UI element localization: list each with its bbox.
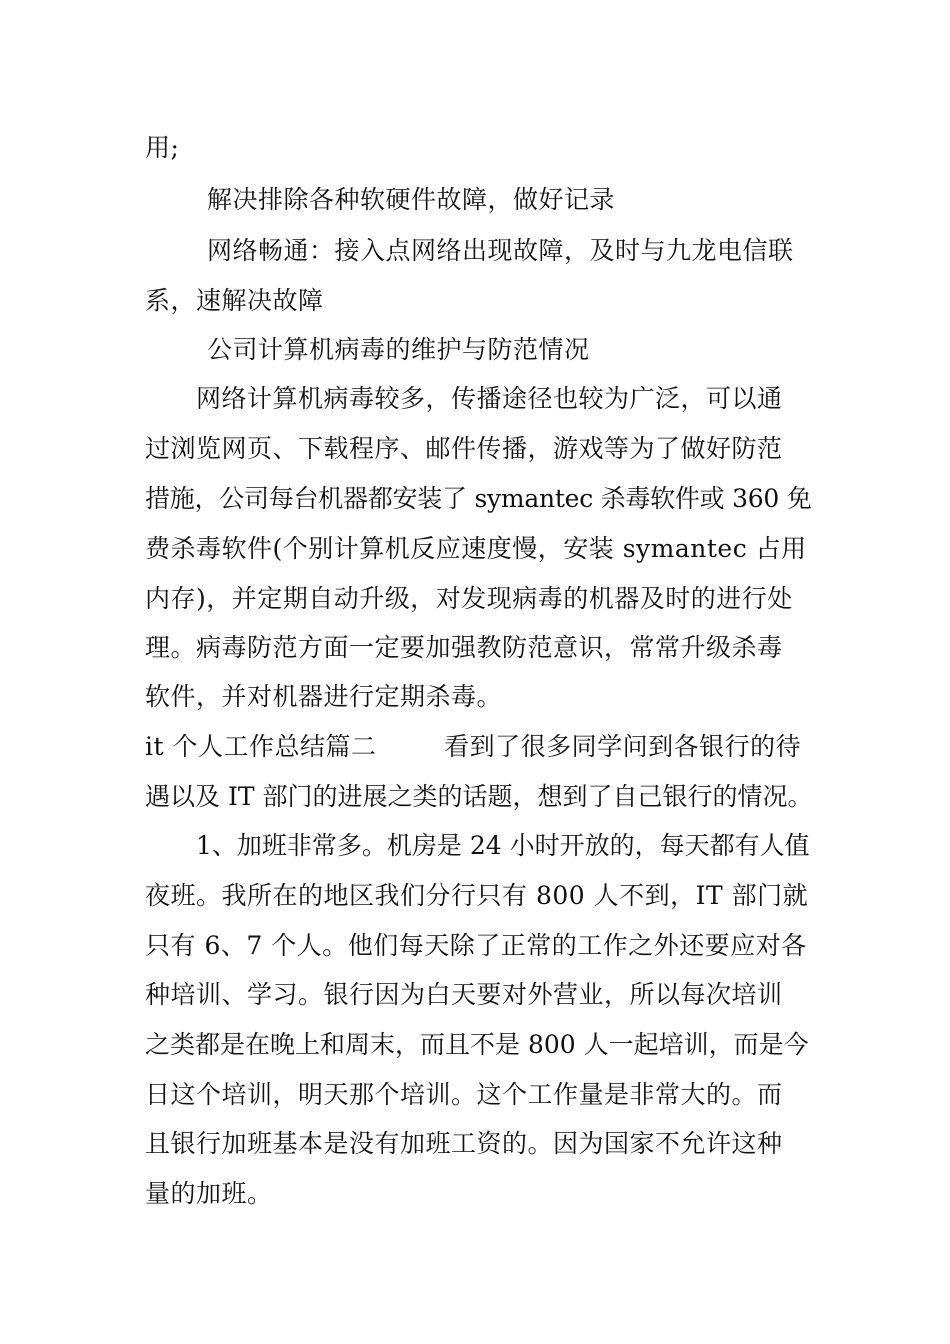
text-line: 之类都是在晚上和周末，而且不是 800 人一起培训，而是今 (145, 1030, 809, 1059)
text-line: 夜班。我所在的地区我们分行只有 800 人不到，IT 部门就 (145, 881, 809, 910)
text-line: 理。病毒防范方面一定要加强教防范意识，常常升级杀毒 (145, 633, 783, 662)
text-line: 遇以及 IT 部门的进展之类的话题，想到了自己银行的情况。 (145, 782, 813, 811)
text-line: 费杀毒软件(个别计算机反应速度慢，安装 symantec 占用 (145, 534, 807, 563)
text-line: 系，速解决故障 (145, 286, 324, 315)
text-line: 日这个培训，明天那个培训。这个工作量是非常大的。而 (145, 1080, 783, 1109)
text-line: 过浏览网页、下载程序、邮件传播，游戏等为了做好防范 (145, 434, 783, 463)
text-line: 公司计算机病毒的维护与防范情况 (207, 335, 590, 364)
text-line: 网络计算机病毒较多，传播途径也较为广泛，可以通 (196, 384, 783, 413)
text-line: 只有 6、7 个人。他们每天除了正常的工作之外还要应对各 (145, 931, 807, 960)
text-line: 1、加班非常多。机房是 24 小时开放的，每天都有人值 (196, 831, 810, 860)
text-line: 量的加班。 (145, 1179, 273, 1208)
text-line: 软件，并对机器进行定期杀毒。 (145, 682, 503, 711)
text-line: it 个人工作总结篇二 看到了很多同学问到各银行的待 (145, 732, 802, 761)
text-line: 且银行加班基本是没有加班工资的。因为国家不允许这种 (145, 1129, 783, 1158)
text-line: 用; (145, 133, 180, 162)
text-line: 网络畅通：接入点网络出现故障，及时与九龙电信联 (207, 236, 794, 265)
text-line: 措施，公司每台机器都安装了 symantec 杀毒软件或 360 免 (145, 484, 812, 513)
text-line: 解决排除各种软硬件故障，做好记录 (207, 185, 616, 214)
text-line: 种培训、学习。银行因为白天要对外营业，所以每次培训 (145, 980, 783, 1009)
text-line: 内存)，并定期自动升级，对发现病毒的机器及时的进行处 (145, 584, 793, 613)
